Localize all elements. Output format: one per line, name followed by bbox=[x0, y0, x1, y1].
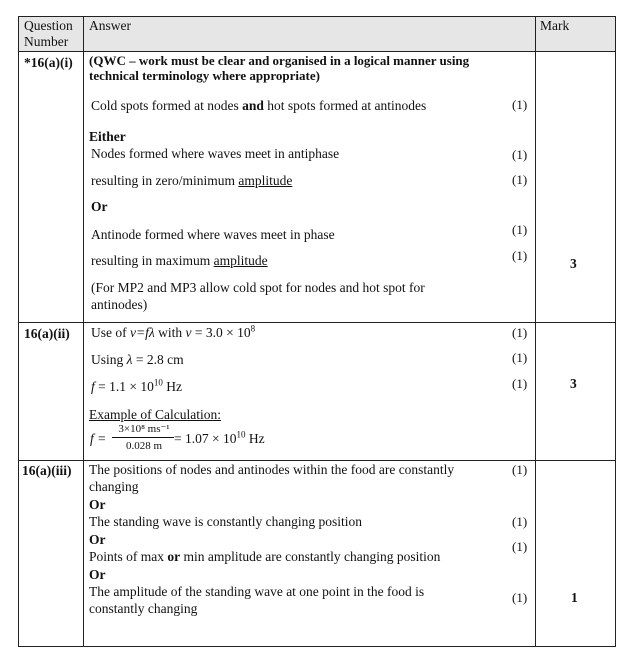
note-line-2: antinodes) bbox=[91, 297, 148, 312]
calc-result: = $1.07 \times 10^{10}$ Hz bbox=[174, 429, 265, 446]
header-question: Question bbox=[24, 18, 73, 33]
answer-line: $f = 1.1 \times 10^{10}$ Hz bbox=[91, 377, 182, 394]
total-mark: 1 bbox=[571, 590, 578, 605]
header-answer: Answer bbox=[89, 18, 131, 33]
qwc-line-2: technical terminology where appropriate) bbox=[89, 68, 320, 83]
answer-line: The standing wave is constantly changing position bbox=[89, 514, 362, 529]
mark-3: (1) bbox=[512, 539, 528, 554]
mark-1: (1) bbox=[512, 462, 528, 477]
answer-line: The positions of nodes and antinodes within the food are constantly bbox=[89, 462, 455, 477]
answer-line: Use of v=fλ with $v = 3.0 \times 10^8$ bbox=[91, 323, 256, 340]
mark-4: (1) bbox=[512, 590, 528, 605]
answer-line: Cold spots formed at nodes and hot spots formed at antinodes bbox=[91, 98, 427, 113]
mark-2: (1) bbox=[512, 350, 528, 365]
answer-line: Using λ = 2.8 cm bbox=[91, 352, 184, 367]
question-number: 16(a)(iii) bbox=[22, 463, 72, 478]
question-number: *16(a)(i) bbox=[24, 55, 73, 70]
mark-5: (1) bbox=[512, 248, 528, 263]
or-label: Or bbox=[89, 567, 106, 582]
fraction-bar bbox=[112, 437, 174, 438]
answer-line: Points of max or min amplitude are constantly changing position bbox=[89, 549, 441, 564]
answer-line: changing bbox=[89, 479, 139, 494]
mark-2: (1) bbox=[512, 514, 528, 529]
mark-2: (1) bbox=[512, 147, 528, 162]
example-heading: Example of Calculation: bbox=[89, 407, 221, 422]
either-label: Either bbox=[89, 129, 126, 144]
answer-line: resulting in maximum amplitude bbox=[91, 253, 268, 268]
calc-f: f = bbox=[90, 431, 107, 446]
mark-1: (1) bbox=[512, 325, 528, 340]
question-number: 16(a)(ii) bbox=[24, 326, 70, 341]
qwc-line-1: (QWC – work must be clear and organised in a logical manner using bbox=[89, 53, 470, 68]
answer-line: resulting in zero/minimum amplitude bbox=[91, 173, 293, 188]
answer-line: Nodes formed where waves meet in antiphase bbox=[91, 146, 340, 161]
mark-4: (1) bbox=[512, 222, 528, 237]
answer-line: Antinode formed where waves meet in phase bbox=[91, 227, 335, 242]
note-line-1: (For MP2 and MP3 allow cold spot for nodes and hot spot for bbox=[91, 280, 425, 295]
answer-line: constantly changing bbox=[89, 601, 198, 616]
header-mark: Mark bbox=[540, 18, 570, 33]
mark-3: (1) bbox=[512, 376, 528, 391]
or-label: Or bbox=[89, 497, 106, 512]
calc-numerator: 3×10⁸ ms⁻¹ bbox=[118, 423, 170, 435]
answer-line: The amplitude of the standing wave at one point in the food is bbox=[89, 584, 425, 599]
or-label: Or bbox=[91, 199, 108, 214]
total-mark: 3 bbox=[570, 256, 577, 271]
mark-1: (1) bbox=[512, 97, 528, 112]
or-label: Or bbox=[89, 532, 106, 547]
calc-denominator: 0.028 m bbox=[125, 440, 163, 452]
total-mark: 3 bbox=[570, 376, 577, 391]
mark-3: (1) bbox=[512, 172, 528, 187]
header-number: Number bbox=[24, 34, 69, 49]
